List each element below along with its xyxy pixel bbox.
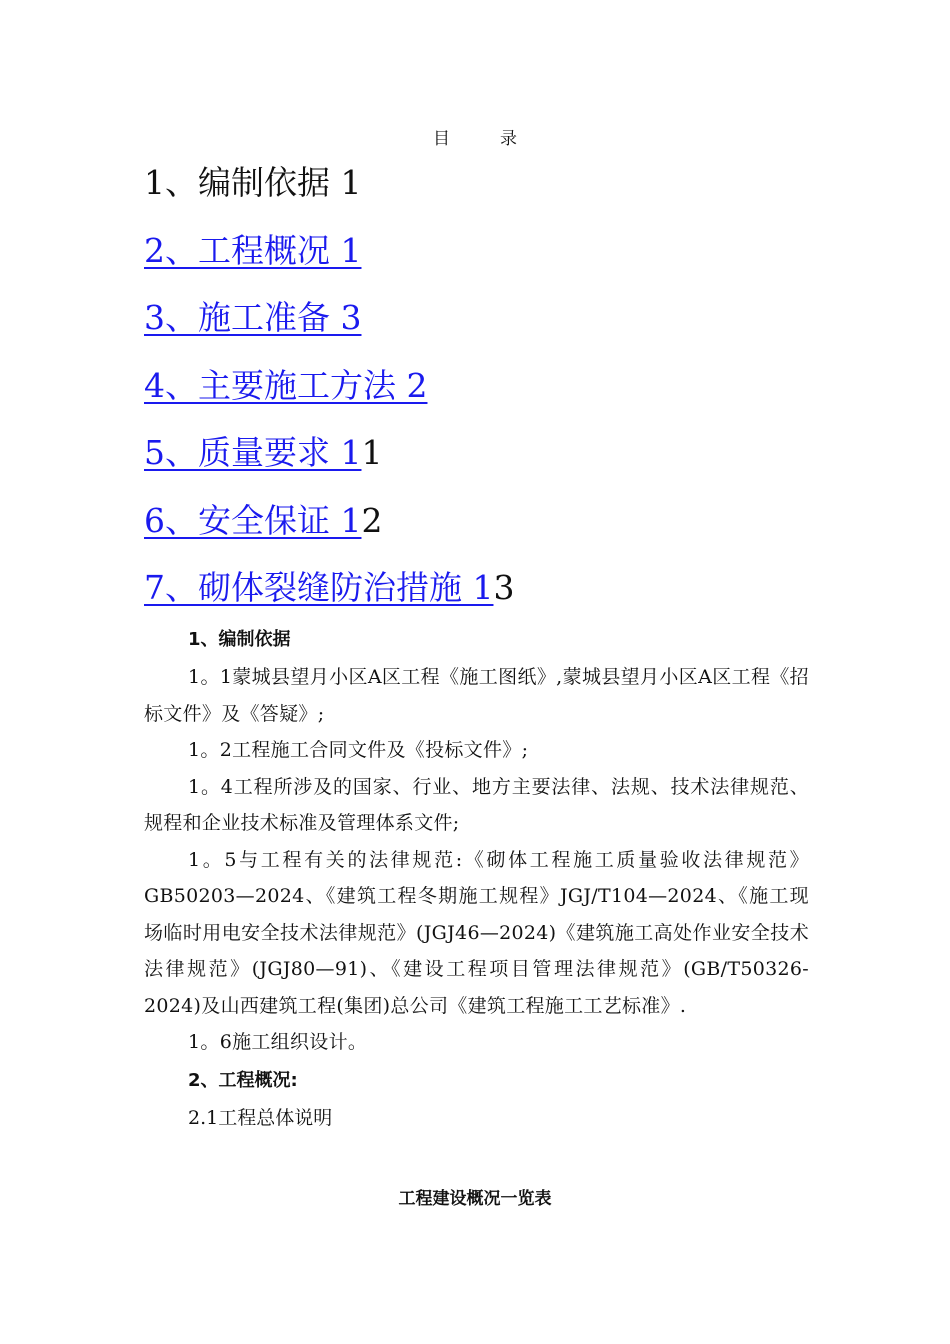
toc-item-2[interactable]	[144, 228, 844, 296]
toc-page-suffix: 3	[493, 568, 515, 607]
toc-item-label: 1、编制依据 1	[144, 163, 362, 202]
toc-link[interactable]: 4、主要施工方法 2	[144, 365, 428, 405]
toc-item-4[interactable]	[144, 363, 844, 431]
toc-page-suffix: 1	[361, 433, 383, 472]
toc-link[interactable]: 7、砌体裂缝防治措施 1	[144, 568, 494, 607]
toc-title	[0, 124, 950, 149]
toc-item-5[interactable]	[144, 430, 844, 498]
toc-page-suffix: 2	[361, 500, 383, 540]
section-heading: 2、工程概况:	[188, 1069, 298, 1091]
body-text	[144, 620, 809, 1136]
toc-item-6[interactable]	[144, 498, 844, 566]
paragraph: 1。6施工组织设计。	[188, 1031, 368, 1053]
toc-item-3[interactable]	[144, 295, 844, 363]
toc-title-right: 录	[500, 129, 517, 149]
toc-item-1	[144, 160, 844, 228]
table-title: 工程建设概况一览表	[398, 1189, 552, 1209]
table-of-contents	[144, 160, 844, 633]
paragraph: 1。2工程施工合同文件及《投标文件》;	[188, 739, 529, 761]
paragraph: 1。4工程所涉及的国家、行业、地方主要法律、法规、技术法律规范、规程和企业技术标准及管理体系文件;	[144, 775, 809, 834]
toc-title-left: 目	[433, 129, 450, 149]
subsection-heading: 2.1工程总体说明	[188, 1106, 333, 1129]
paragraph: 1。5与工程有关的法律规范:《砌体工程施工质量验收法律规范》GB50203—2024、《建筑工程冬期施工规程》JGJ/T104—2024、《施工现场临时用电安全技术法律规范》(JGJ46—2024)《建筑施工高处作业安全技术法律规范》(JGJ80—91)、《建设工程项目管理法律规范》(GB/T50326-2024)及山西建筑工程(集团)总公司《建筑工程施工工艺标准》.	[144, 848, 809, 1017]
section-heading: 1、编制依据	[188, 629, 291, 650]
paragraph: 1。1蒙城县望月小区A区工程《施工图纸》,蒙城县望月小区A区工程《招标文件》及《答疑》;	[144, 666, 809, 725]
toc-link[interactable]: 3、施工准备 3	[144, 298, 362, 337]
toc-link[interactable]: 2、工程概况 1	[144, 230, 362, 270]
toc-link[interactable]: 5、质量要求 1	[144, 433, 362, 472]
toc-link[interactable]: 6、安全保证 1	[144, 500, 362, 540]
